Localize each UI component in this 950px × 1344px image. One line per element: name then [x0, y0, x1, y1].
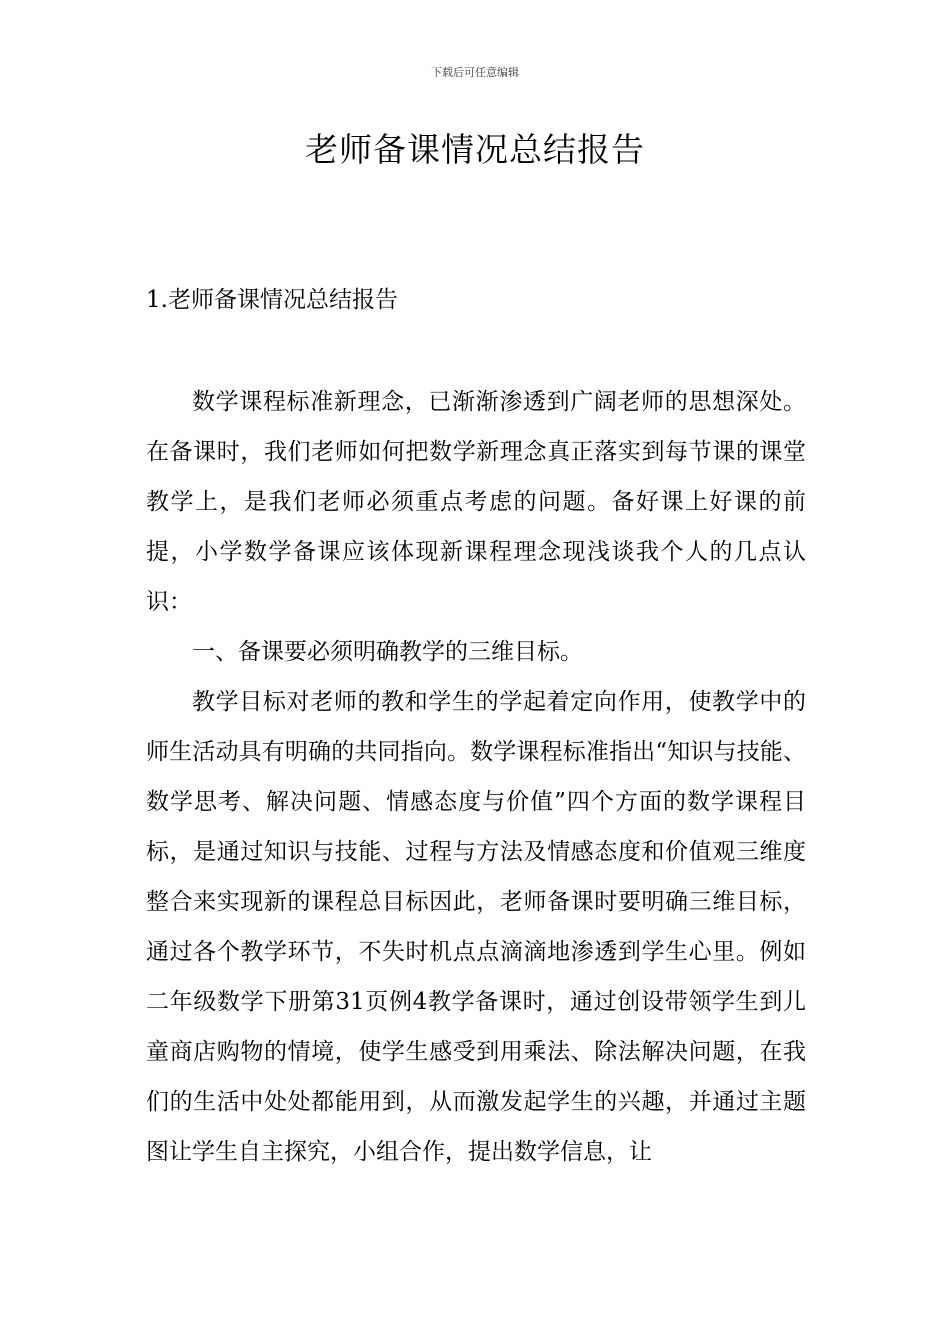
paragraph-objectives: 教学目标对老师的教和学生的学起着定向作用，使教学中的师生活动具有明确的共同指向。数学课程标准指出“知识与技能、数学思考、解决问题、情感态度与价值”四个方面的数学课程目标，是通过知识与技能、过程与方法及情感态度和价值观三维度整合来实现新的课程总目标因此，老师备课时要明确三维目标，通过各个教学环节，不失时机点点滴滴地渗透到学生心里。例如二年级数学下册第31页例4教学备课时，通过创设带领学生到儿童商店购物的情境，使学生感受到用乘法、除法解决问题，在我们的生活中处处都能用到，从而激发起学生的兴趣，并通过主题图让学生自主探究，小组合作，提出数学信息，让 — [146, 689, 806, 1165]
section-heading: 1.老师备课情况总结报告 — [146, 287, 398, 313]
header-note: 下载后可任意编辑 — [431, 66, 519, 79]
paragraph-point-one: 一、备课要必须明确教学的三维目标。 — [192, 639, 583, 665]
paragraph-intro: 数学课程标准新理念，已渐渐渗透到广阔老师的思想深处。在备课时，我们老师如何把数学新理念真正落实到每节课的课堂教学上，是我们老师必须重点考虑的问题。备好课上好课的前提，小学数学备课应该体现新课程理念现浅谈我个人的几点认识： — [146, 389, 806, 615]
body-text — [146, 377, 806, 1177]
document-title: 老师备课情况总结报告 — [305, 130, 645, 169]
